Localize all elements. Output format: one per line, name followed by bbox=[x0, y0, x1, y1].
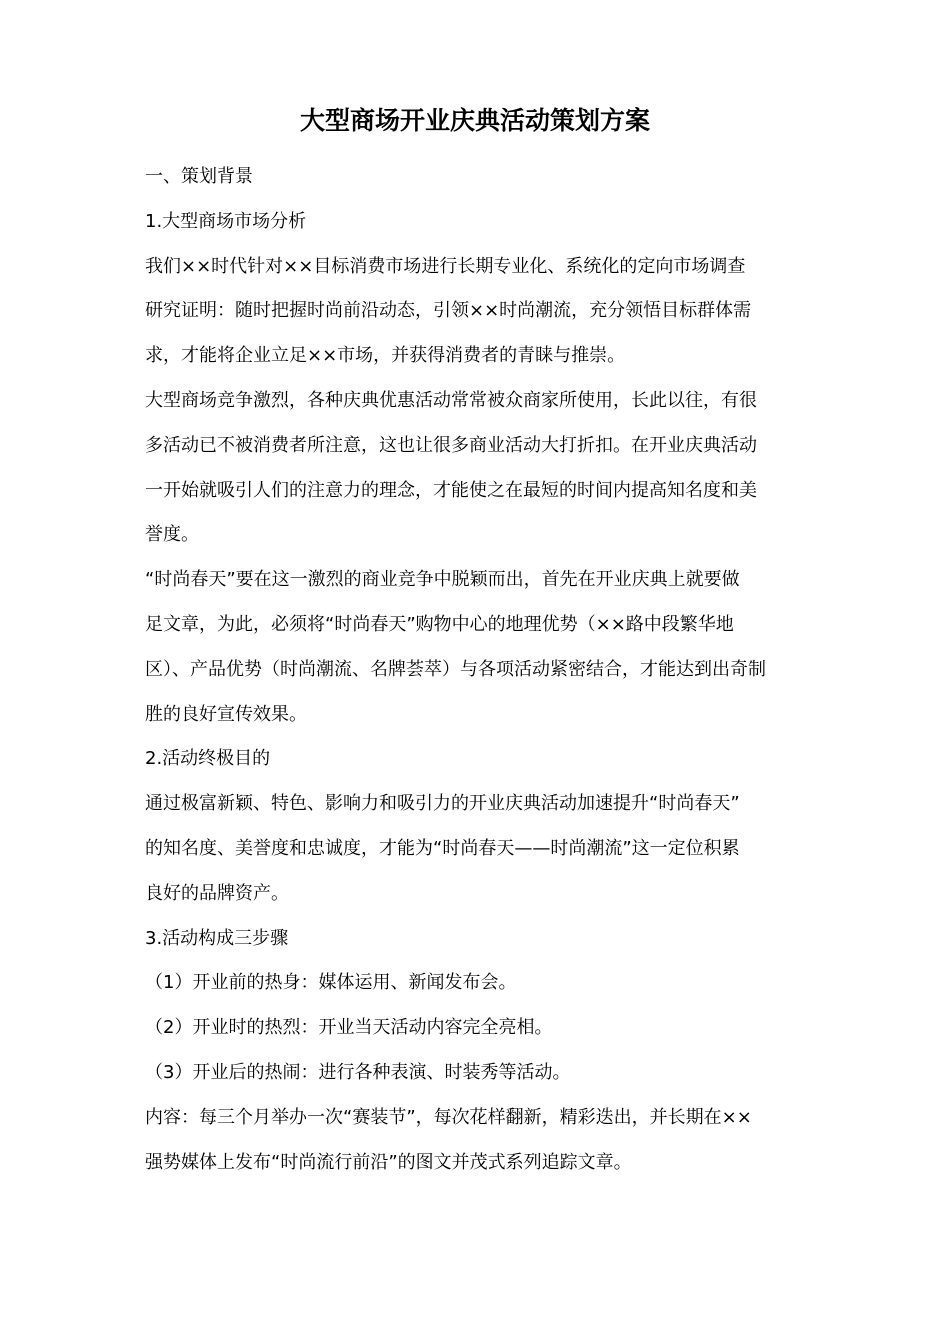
paragraph-line: 内容：每三个月举办一次“赛装节”，每次花样翻新，精彩迭出，并长期在×× bbox=[145, 1106, 752, 1128]
paragraph-line: 强势媒体上发布“时尚流行前沿”的图文并茂式系列追踪文章。 bbox=[145, 1151, 632, 1173]
paragraph-line: 通过极富新颖、特色、影响力和吸引力的开业庆典活动加速提升“时尚春天” bbox=[145, 793, 740, 815]
subheading-ultimate-goal: 2.活动终极目的 bbox=[145, 748, 271, 770]
paragraph-line: 多活动已不被消费者所注意，这也让很多商业活动大打折扣。在开业庆典活动 bbox=[145, 434, 757, 456]
paragraph-line: 良好的品牌资产。 bbox=[145, 882, 289, 904]
paragraph-line: 足文章，为此，必须将“时尚春天”购物中心的地理优势（××路中段繁华地 bbox=[145, 613, 734, 635]
subheading-three-steps: 3.活动构成三步骤 bbox=[145, 927, 289, 949]
paragraph-line: 区）、产品优势（时尚潮流、名牌荟萃）与各项活动紧密结合，才能达到出奇制 bbox=[145, 658, 766, 680]
subheading-market-analysis: 1.大型商场市场分析 bbox=[145, 210, 307, 232]
paragraph-line: 一开始就吸引人们的注意力的理念，才能使之在最短的时间内提高知名度和美 bbox=[145, 479, 757, 501]
document-body bbox=[145, 155, 810, 1185]
paragraph-line: 我们××时代针对××目标消费市场进行长期专业化、系统化的定向市场调查 bbox=[145, 255, 746, 277]
document-title: 大型商场开业庆典活动策划方案 bbox=[299, 106, 650, 135]
section-heading-planning-background: 一、策划背景 bbox=[145, 166, 253, 187]
paragraph-line: 大型商场竞争激烈，各种庆典优惠活动常常被众商家所使用，长此以往，有很 bbox=[145, 389, 757, 411]
list-item-step-3: （3）开业后的热闹：进行各种表演、时装秀等活动。 bbox=[145, 1061, 571, 1083]
paragraph-line: 誉度。 bbox=[145, 524, 199, 546]
paragraph-line: 求，才能将企业立足××市场，并获得消费者的青睐与推崇。 bbox=[145, 345, 626, 367]
paragraph-line: 的知名度、美誉度和忠诚度，才能为“时尚春天——时尚潮流”这一定位积累 bbox=[145, 837, 740, 859]
list-item-step-1: （1）开业前的热身：媒体运用、新闻发布会。 bbox=[145, 972, 517, 994]
list-item-step-2: （2）开业时的热烈：开业当天活动内容完全亮相。 bbox=[145, 1017, 553, 1039]
paragraph-line: 胜的良好宣传效果。 bbox=[145, 703, 307, 725]
paragraph-line: 研究证明：随时把握时尚前沿动态，引领××时尚潮流，充分领悟目标群体需 bbox=[145, 300, 752, 322]
paragraph-line: “时尚春天”要在这一激烈的商业竞争中脱颖而出，首先在开业庆典上就要做 bbox=[145, 569, 740, 591]
